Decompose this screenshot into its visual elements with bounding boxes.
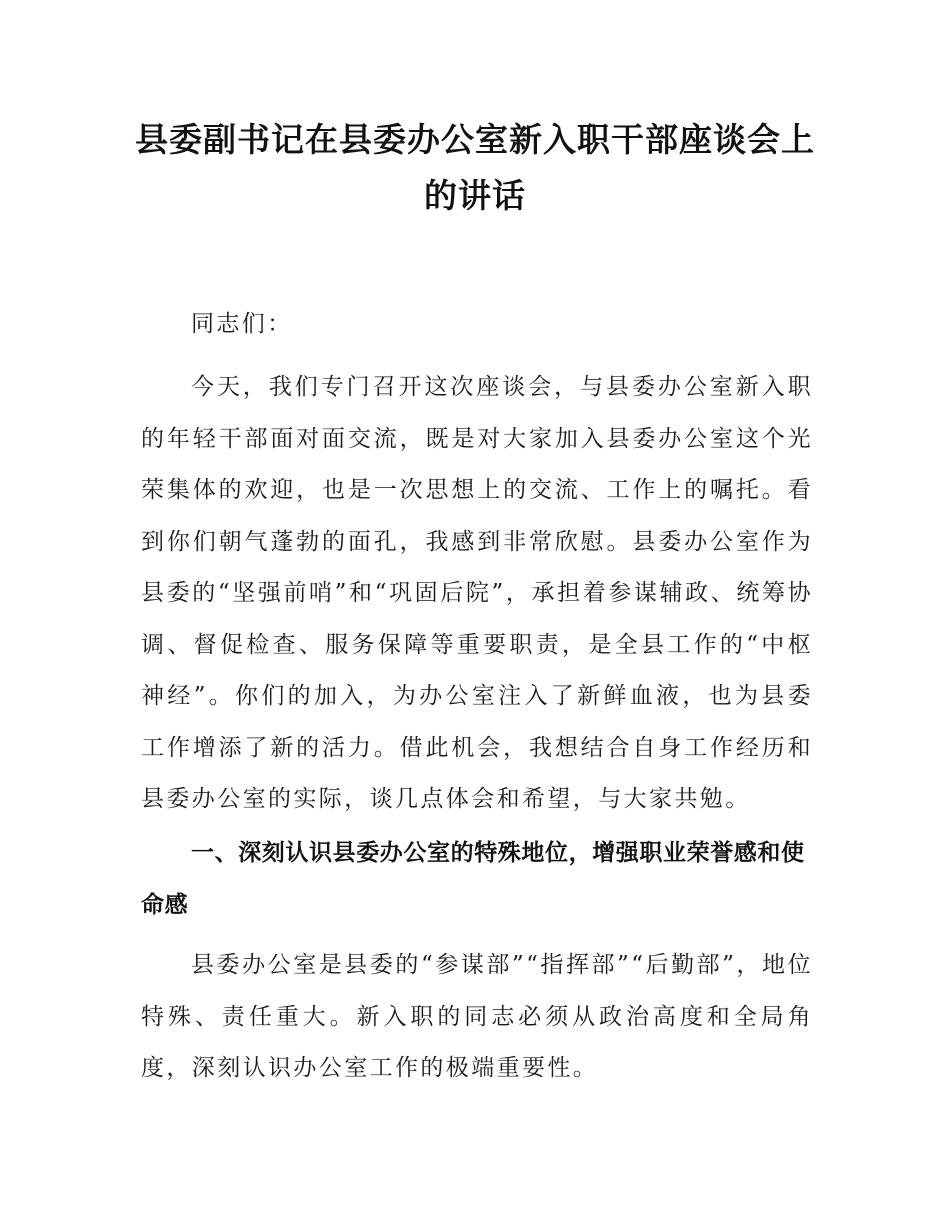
paragraph-section-1: 县委办公室是县委的“参谋部”“指挥部”“后勤部”，地位特殊、责任重大。新入职的同志必须从政治高度和全局角度，深刻认识办公室工作的极端重要性。 <box>141 952 813 1081</box>
paragraph-opening: 今天，我们专门召开这次座谈会，与县委办公室新入职的年轻干部面对面交流，既是对大家加入县委办公室这个光荣集体的欢迎，也是一次思想上的交流、工作上的嘱托。看到你们朝气蓬勃的面孔，我感到非常欣慰。县委办公室作为县委的“坚强前哨”和“巩固后院”，承担着参谋辅政、统筹协调、督促检查、服务保障等重要职责，是全县工作的“中枢神经”。你们的加入，为办公室注入了新鲜血液，也为县委工作增添了新的活力。借此机会，我想结合自身工作经历和县委办公室的实际，谈几点体会和希望，与大家共勉。 <box>141 374 813 812</box>
section-heading-1: 一、深刻认识县委办公室的特殊地位，增强职业荣誉感和使命感 <box>141 840 805 918</box>
document-title: 县委副书记在县委办公室新入职干部座谈会上的讲话 <box>135 120 815 215</box>
salutation: 同志们： <box>191 311 293 337</box>
